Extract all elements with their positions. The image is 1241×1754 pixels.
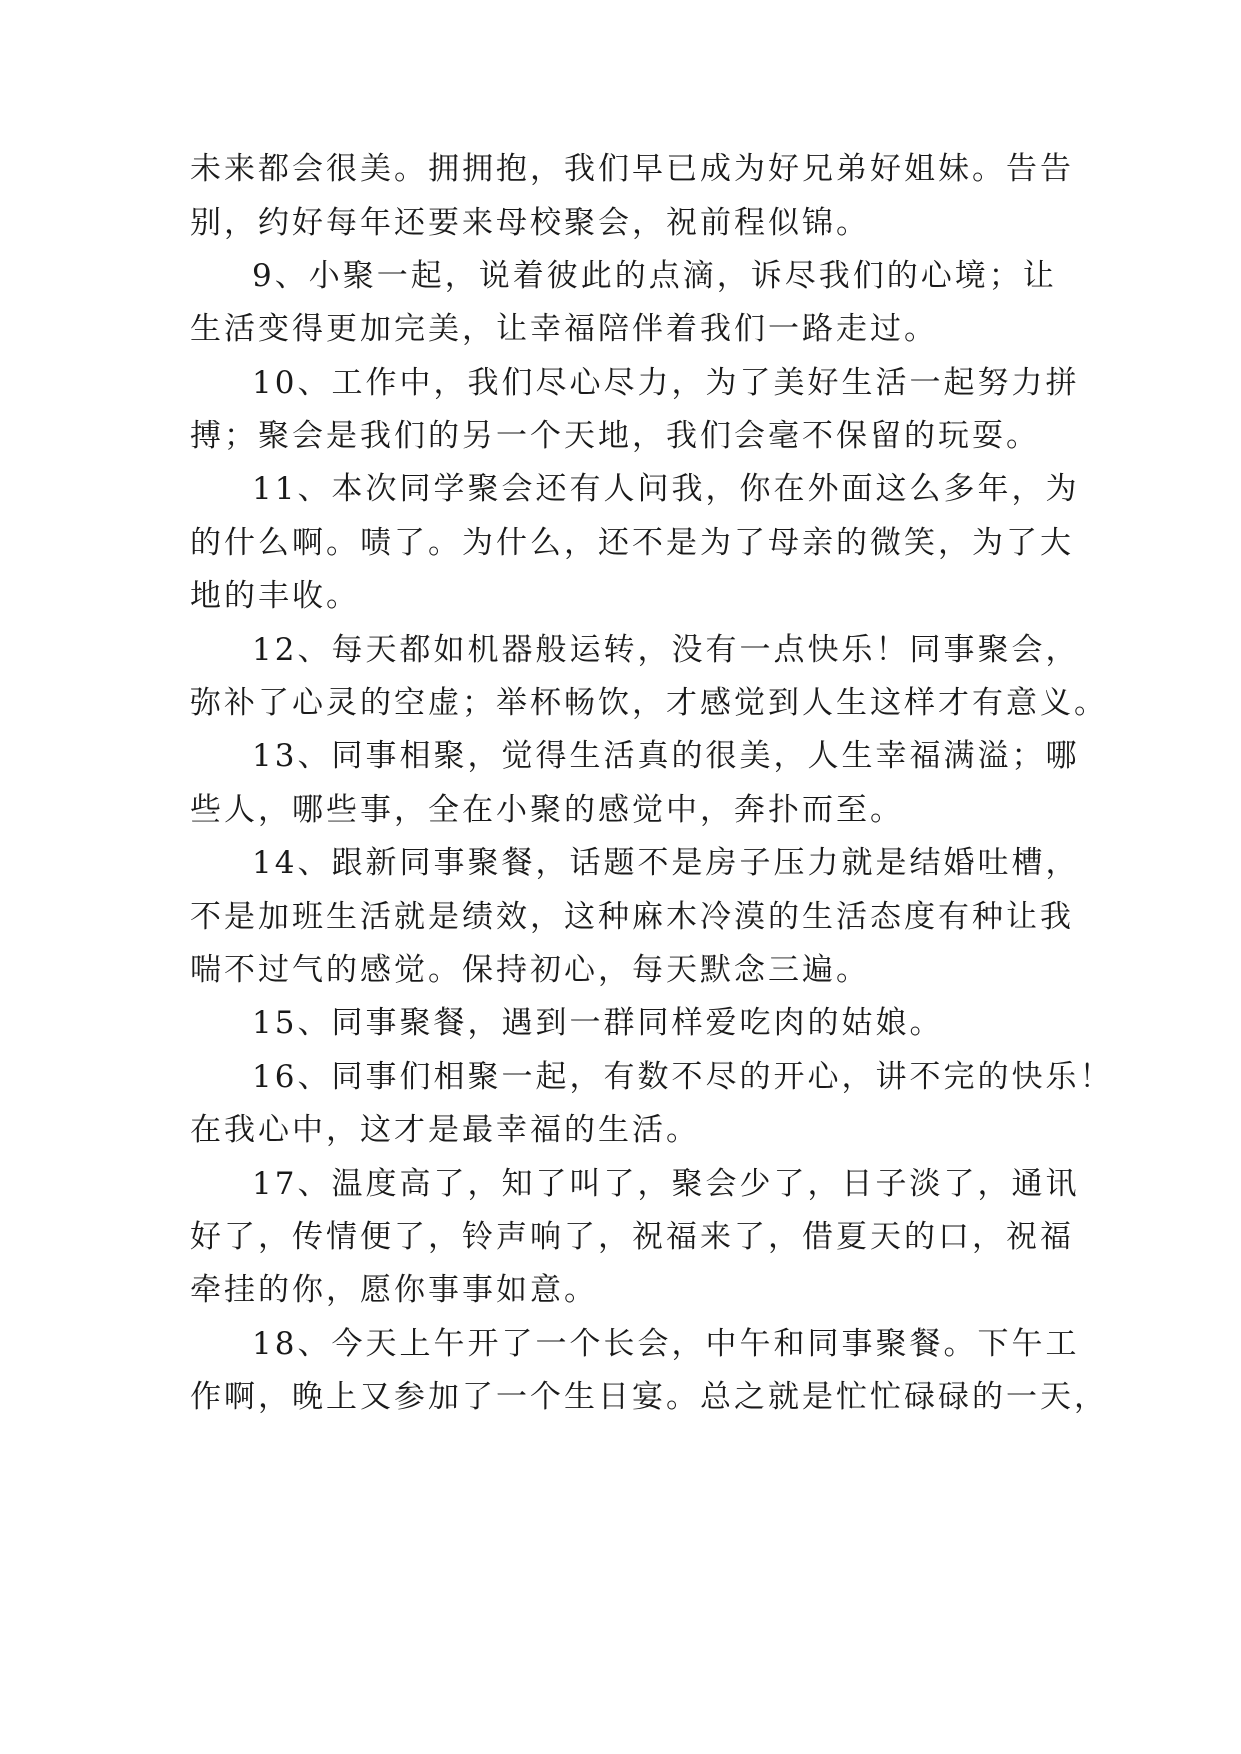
text-line: 生活变得更加完美，让幸福陪伴着我们一路走过。 (190, 311, 938, 347)
paragraph-9-line: 9、小聚一起，说着彼此的点滴，诉尽我们的心境；让 (252, 258, 1057, 294)
paragraph-17-line: 17、温度高了，知了叫了，聚会少了，日子淡了，通讯 (252, 1166, 1080, 1202)
paragraph-14-line: 14、跟新同事聚餐，话题不是房子压力就是结婚吐槽， (252, 845, 1080, 881)
paragraph-10-line: 10、工作中，我们尽心尽力，为了美好生活一起努力拼 (252, 365, 1080, 401)
text-line: 搏；聚会是我们的另一个天地，我们会毫不保留的玩耍。 (190, 418, 1040, 454)
paragraph-15-line: 15、同事聚餐，遇到一群同样爱吃肉的姑娘。 (252, 1005, 944, 1041)
text-line: 弥补了心灵的空虚；举杯畅饮，才感觉到人生这样才有意义。 (190, 685, 1108, 721)
text-line: 不是加班生活就是绩效，这种麻木冷漠的生活态度有种让我 (190, 899, 1074, 935)
text-line: 在我心中，这才是最幸福的生活。 (190, 1112, 700, 1148)
text-line: 未来都会很美。拥拥抱，我们早已成为好兄弟好姐妹。告告 (190, 151, 1074, 187)
text-line: 的什么啊。啧了。为什么，还不是为了母亲的微笑，为了大 (190, 525, 1074, 561)
text-line: 地的丰收。 (190, 578, 360, 614)
text-line: 别，约好每年还要来母校聚会，祝前程似锦。 (190, 205, 870, 241)
text-line: 些人，哪些事，全在小聚的感觉中，奔扑而至。 (190, 792, 904, 828)
text-line: 作啊，晚上又参加了一个生日宴。总之就是忙忙碌碌的一天， (190, 1379, 1108, 1415)
paragraph-12-line: 12、每天都如机器般运转，没有一点快乐！同事聚会， (252, 632, 1080, 668)
text-line: 喘不过气的感觉。保持初心，每天默念三遍。 (190, 952, 870, 988)
text-line: 牵挂的你，愿你事事如意。 (190, 1272, 598, 1308)
paragraph-11-line: 11、本次同学聚会还有人问我，你在外面这么多年，为 (252, 471, 1080, 507)
text-line: 好了，传情便了，铃声响了，祝福来了，借夏天的口，祝福 (190, 1219, 1074, 1255)
paragraph-13-line: 13、同事相聚，觉得生活真的很美，人生幸福满溢；哪 (252, 738, 1080, 774)
paragraph-16-line: 16、同事们相聚一起，有数不尽的开心，讲不完的快乐！ (252, 1059, 1114, 1095)
paragraph-18-line: 18、今天上午开了一个长会，中午和同事聚餐。下午工 (252, 1326, 1080, 1362)
